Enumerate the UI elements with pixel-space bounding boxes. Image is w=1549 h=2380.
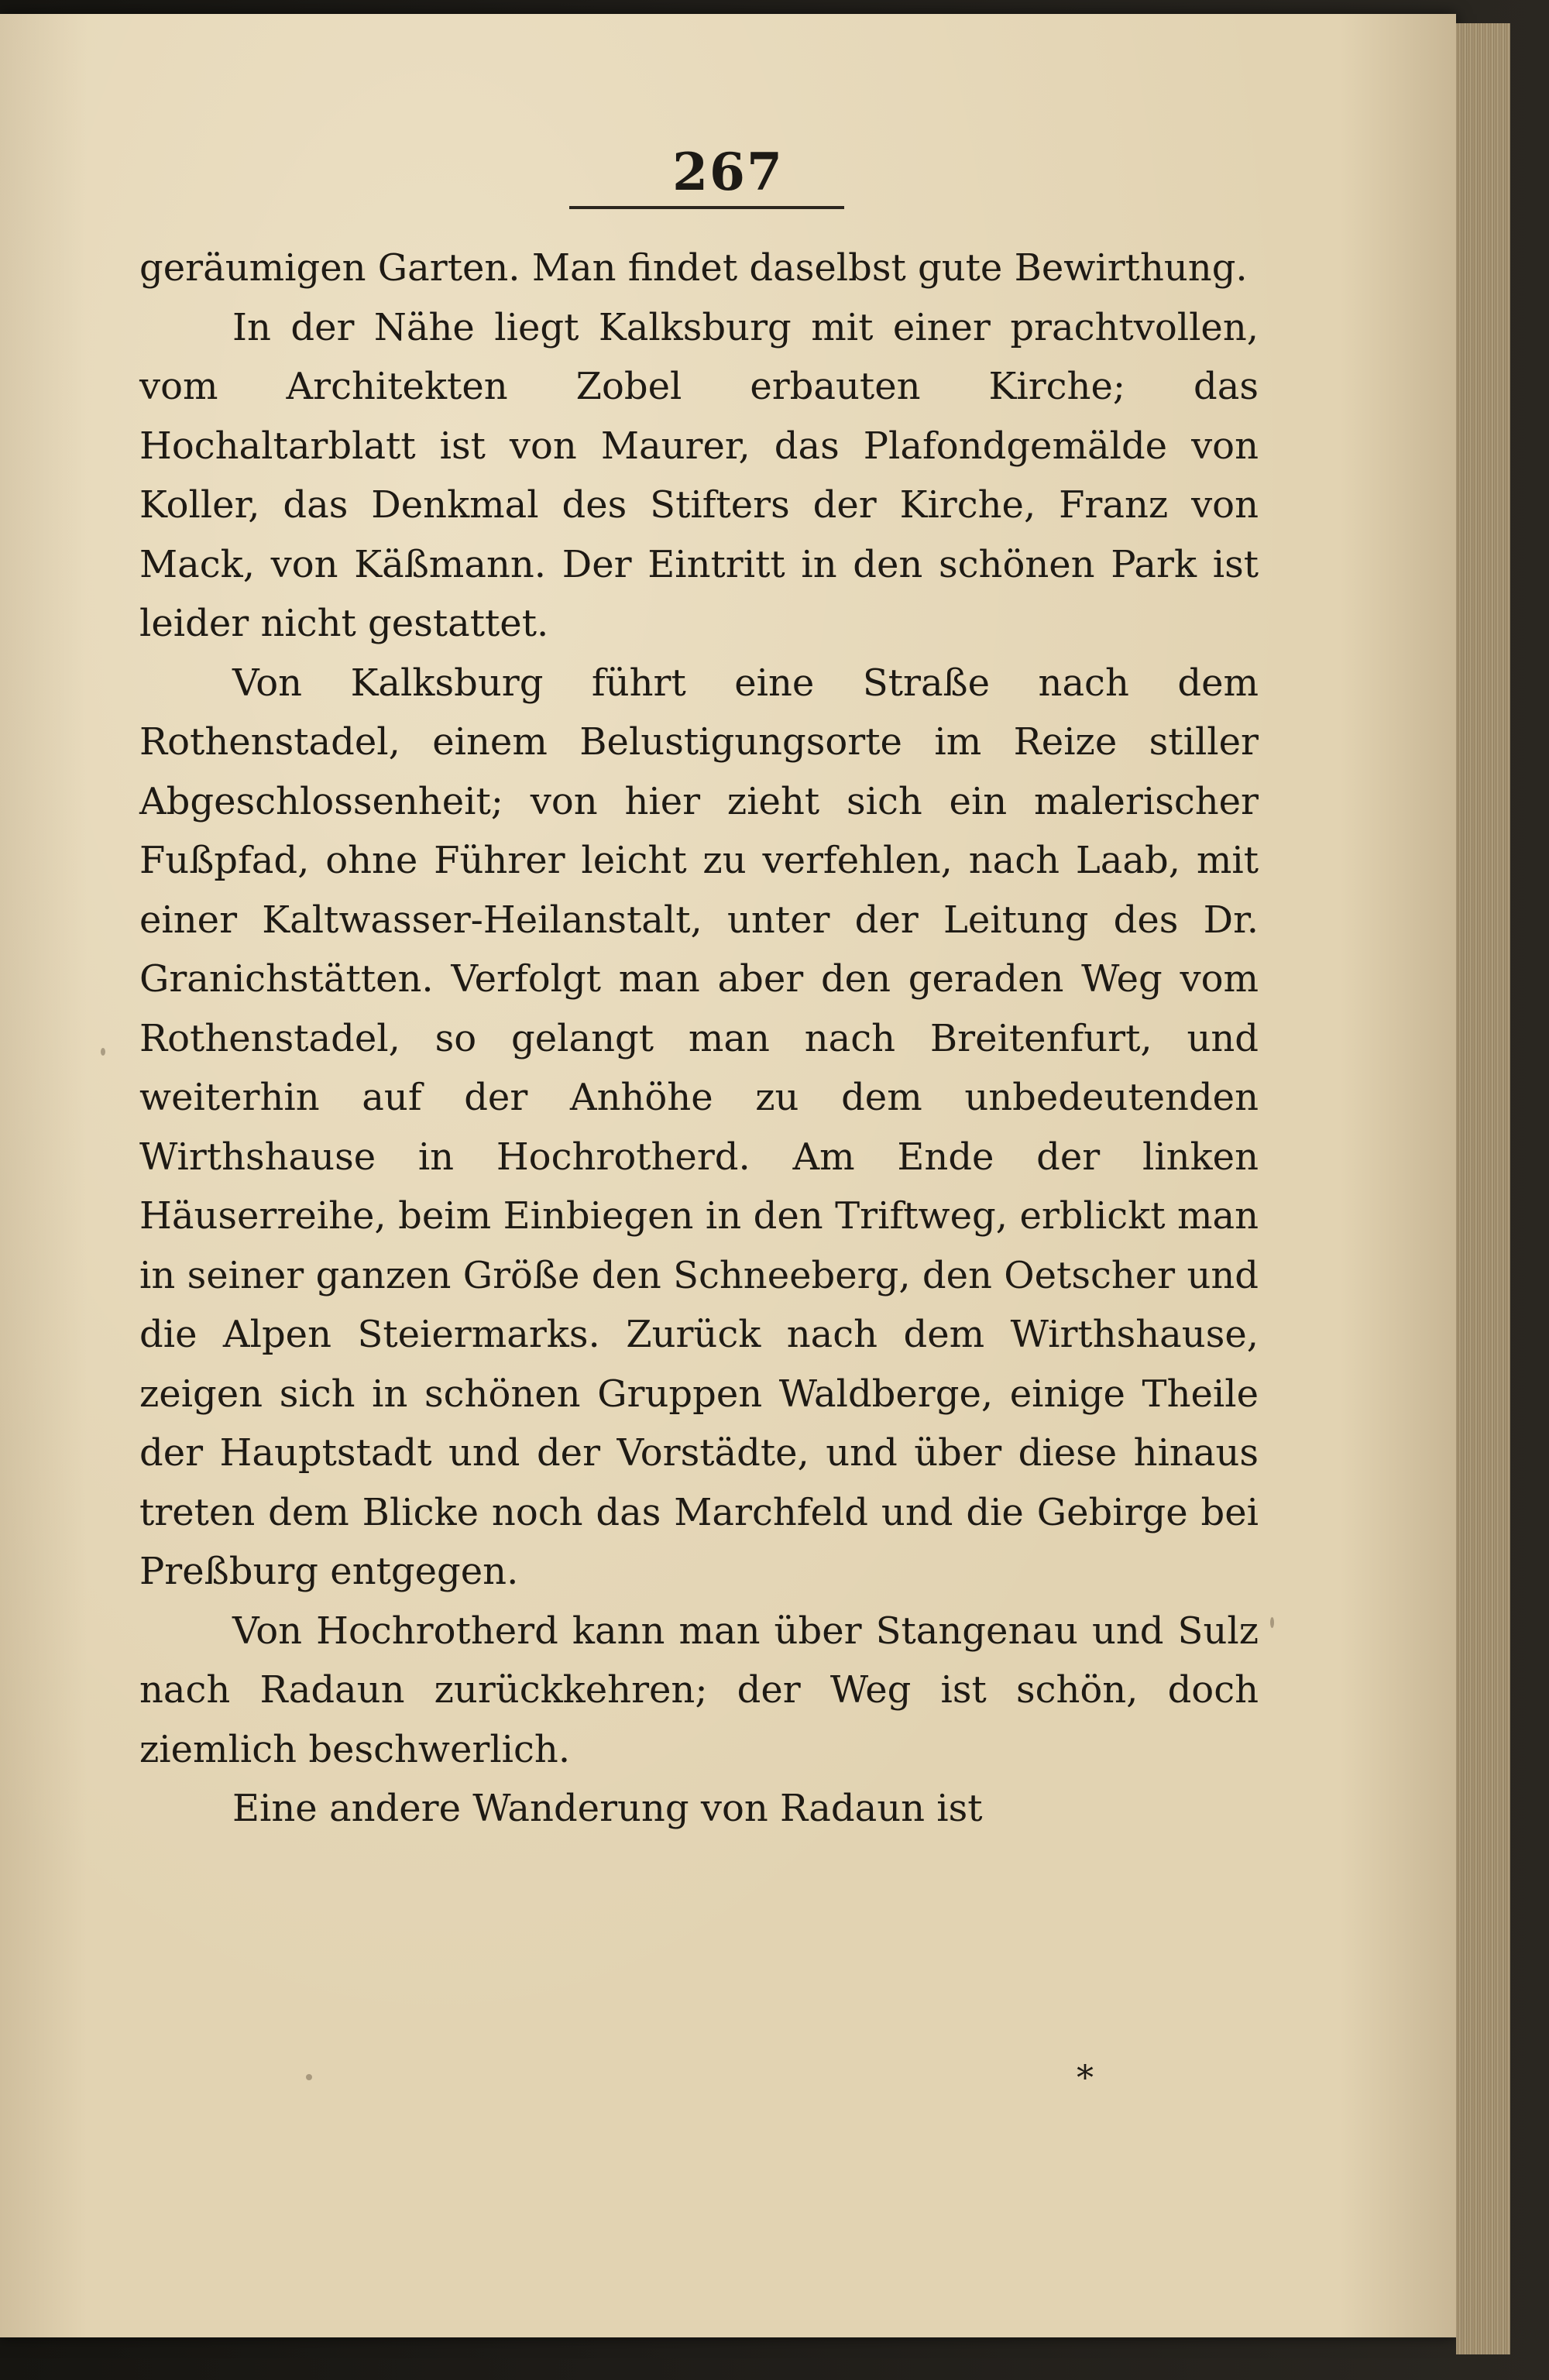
signature-mark: * xyxy=(1077,2059,1094,2098)
book-page xyxy=(0,14,1456,2337)
paper-speck xyxy=(306,2074,312,2080)
paper-speck xyxy=(1270,1617,1274,1628)
paragraph-kalksburg: In der Nähe liegt Kalksburg mit einer prachtvollen, vom Architekten Zobel erbauten Kirche; das Hochaltarblatt ist von Maurer, das Plafondgemälde von Koller, das Denkmal des Stifters der Kirche, Franz von Mack, von Käßmann. Der Eintritt in den schönen Park ist leider nicht gestattet. xyxy=(139,305,1259,645)
paragraph-andere-wanderung: Eine andere Wanderung von Radaun ist xyxy=(232,1787,983,1830)
paragraph-rothenstadel: Von Kalksburg führt eine Straße nach dem Rothenstadel, einem Belustigungsorte im Reize stiller Abgeschlossenheit; von hier zieht sich ein malerischer Fußpfad, ohne Führer leicht zu verfehlen, nach Laab, mit einer Kaltwasser-Heilanstalt, unter der Leitung des Dr. Granichstätten. Verfolgt man aber den geraden Weg vom Rothenstadel, so gelangt man nach Breitenfurt, und weiterhin auf der Anhöhe zu dem unbedeutenden Wirthshause in Hochrotherd. Am Ende der linken Häuserreihe, beim Einbiegen in den Triftweg, erblickt man in seiner ganzen Größe den Schneeberg, den Oetscher und die Alpen Steiermarks. Zurück nach dem Wirthshause, zeigen sich in schönen Gruppen Waldberge, einige Theile der Hauptstadt und der Vorstädte, und über diese hinaus treten dem Blicke noch das Marchfeld und die Gebirge bei Preßburg entgegen. xyxy=(139,661,1259,1593)
body-text xyxy=(139,239,1259,1839)
paragraph-continued: geräumigen Garten. Man findet daselbst gute Bewirthung. xyxy=(139,246,1248,290)
running-head xyxy=(0,142,1456,202)
book-fore-edge xyxy=(1456,23,1510,2354)
page-number: 267 xyxy=(672,142,784,202)
header-rule xyxy=(569,206,844,209)
paragraph-hochrotherd: Von Hochrotherd kann man über Stangenau und Sulz nach Radaun zurückkehren; der Weg ist schön, doch ziemlich beschwerlich. xyxy=(139,1609,1259,1771)
paper-speck xyxy=(101,1048,105,1056)
